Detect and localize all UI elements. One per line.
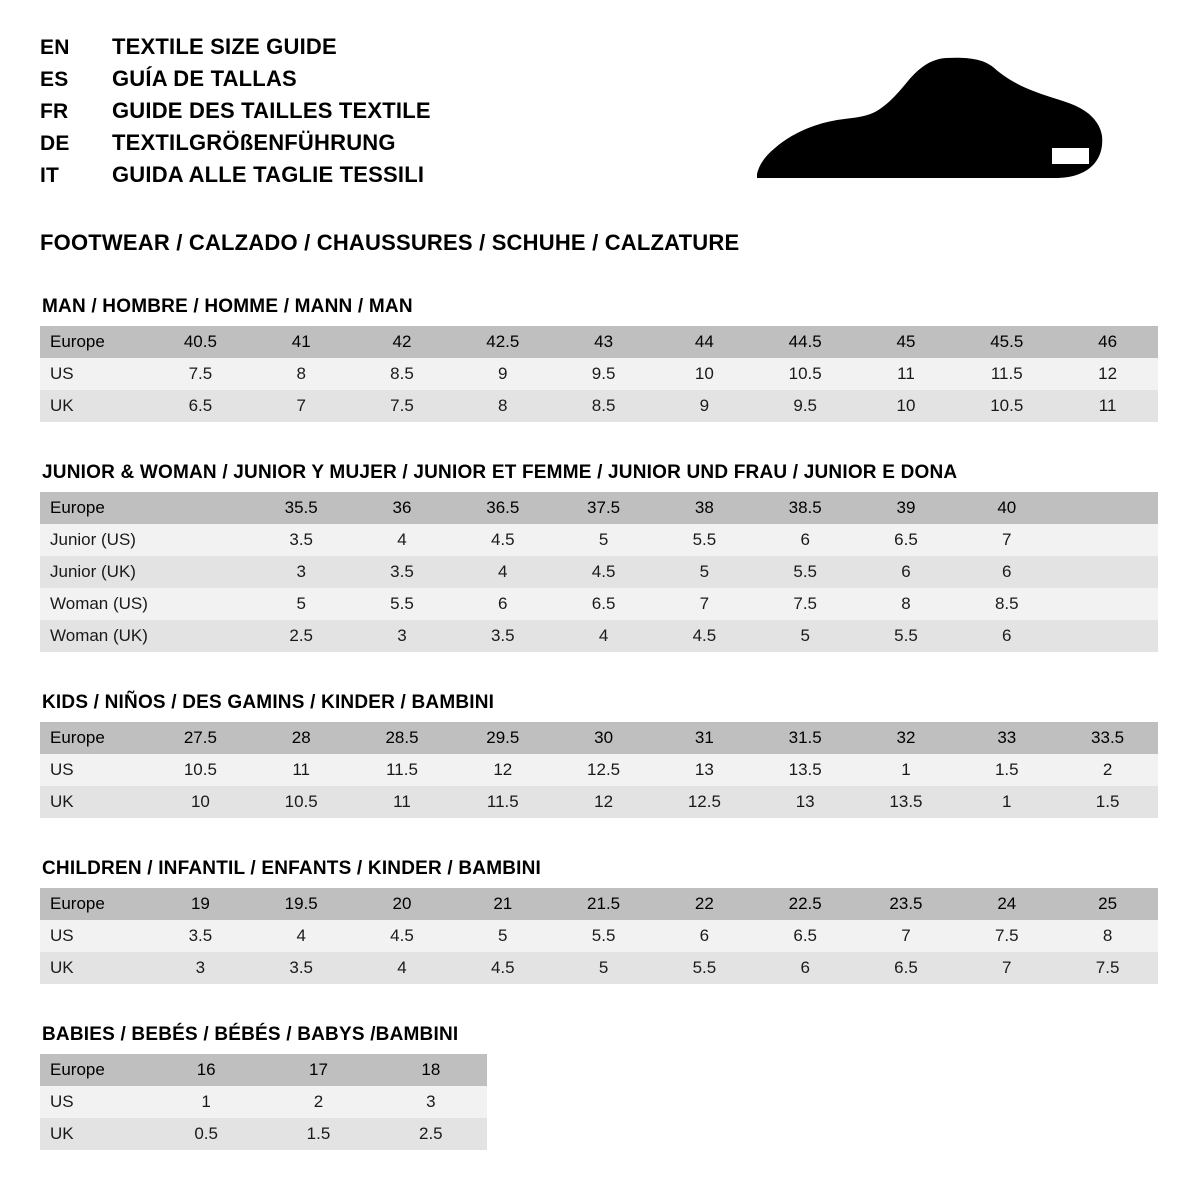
table-row [40,358,1158,390]
cell: 38 [654,492,755,524]
cell: 12 [553,786,654,818]
cell: 17 [262,1054,374,1086]
table-row [40,1118,487,1150]
cell: 32 [856,722,957,754]
cell: 31 [654,722,755,754]
cell: 42 [352,326,453,358]
cell: 7.5 [352,390,453,422]
cell: 4.5 [452,952,553,984]
cell: 4 [553,620,654,652]
cell: 6 [654,920,755,952]
cell: 28.5 [352,722,453,754]
size-table-children [40,888,1158,984]
cell: 2.5 [251,620,352,652]
language-code: FR [40,100,69,123]
cell [1057,556,1158,588]
language-row [40,98,431,130]
table-row [40,620,1158,652]
cell: 1 [956,786,1057,818]
cell: 5.5 [553,920,654,952]
cell: 44 [654,326,755,358]
cell: 6.5 [856,524,957,556]
cell: 44.5 [755,326,856,358]
table-row [40,888,1158,920]
cell: 4.5 [352,920,453,952]
cell [150,556,251,588]
cell: 3.5 [150,920,251,952]
row-label: UK [40,1118,150,1150]
language-title: TEXTILGRÖßENFÜHRUNG [112,130,396,155]
row-label: UK [40,390,150,422]
cell: 18 [375,1054,487,1086]
cell: 11 [251,754,352,786]
cell: 1 [856,754,957,786]
row-label: Europe [40,492,150,524]
cell: 5 [452,920,553,952]
row-label: Junior (UK) [40,556,150,588]
cell: 11.5 [956,358,1057,390]
cell: 28 [251,722,352,754]
cell: 38.5 [755,492,856,524]
cell: 37.5 [553,492,654,524]
footwear-section-title: FOOTWEAR / CALZADO / CHAUSSURES / SCHUHE / CALZATURE [40,230,740,255]
cell: 3.5 [251,952,352,984]
cell: 41 [251,326,352,358]
cell: 8 [452,390,553,422]
size-block-children [40,858,1160,984]
cell: 8 [856,588,957,620]
cell: 22 [654,888,755,920]
cell: 13 [654,754,755,786]
cell: 8.5 [956,588,1057,620]
cell: 3 [251,556,352,588]
cell: 10 [654,358,755,390]
cell: 5 [755,620,856,652]
cell: 12.5 [654,786,755,818]
cell: 24 [956,888,1057,920]
language-title: GUIDE DES TAILLES TEXTILE [112,98,431,123]
table-row [40,754,1158,786]
block-title: KIDS / NIÑOS / DES GAMINS / KINDER / BAMBINI [42,692,495,713]
language-code: ES [40,68,69,91]
cell: 4.5 [654,620,755,652]
cell: 5 [654,556,755,588]
cell: 7 [654,588,755,620]
cell: 7.5 [150,358,251,390]
table-row [40,722,1158,754]
language-title: TEXTILE SIZE GUIDE [112,34,337,59]
cell: 33.5 [1057,722,1158,754]
cell: 7 [251,390,352,422]
cell: 11 [352,786,453,818]
table-row [40,920,1158,952]
cell: 7 [956,524,1057,556]
cell: 4 [352,524,453,556]
cell: 36.5 [452,492,553,524]
cell: 6.5 [553,588,654,620]
cell: 40.5 [150,326,251,358]
cell: 6 [956,620,1057,652]
cell: 36 [352,492,453,524]
size-table-junior-woman [40,492,1158,652]
cell: 6.5 [150,390,251,422]
table-row [40,588,1158,620]
size-table-babies [40,1054,487,1150]
cell: 2 [1057,754,1158,786]
cell: 42.5 [452,326,553,358]
cell [1057,620,1158,652]
cell [1057,492,1158,524]
cell: 7.5 [956,920,1057,952]
row-label: US [40,358,150,390]
cell: 6.5 [755,920,856,952]
block-title: BABIES / BEBÉS / BÉBÉS / BABYS /BAMBINI [42,1024,459,1045]
cell: 7.5 [1057,952,1158,984]
row-label: US [40,920,150,952]
cell: 8.5 [352,358,453,390]
cell: 10.5 [251,786,352,818]
row-label: Woman (UK) [40,620,150,652]
cell: 4.5 [553,556,654,588]
cell: 12 [452,754,553,786]
cell: 1 [150,1086,262,1118]
cell: 31.5 [755,722,856,754]
cell: 6 [755,524,856,556]
cell: 3 [352,620,453,652]
language-row [40,130,431,162]
cell: 11 [1057,390,1158,422]
cell: 9.5 [553,358,654,390]
cell: 12.5 [553,754,654,786]
cell: 6 [755,952,856,984]
cell: 11.5 [352,754,453,786]
cell: 5.5 [856,620,957,652]
cell: 7 [856,920,957,952]
cell: 13.5 [755,754,856,786]
size-block-kids [40,692,1160,818]
cell: 13.5 [856,786,957,818]
row-label: Europe [40,722,150,754]
cell: 13 [755,786,856,818]
block-title: CHILDREN / INFANTIL / ENFANTS / KINDER / BAMBINI [42,858,542,879]
cell [1057,588,1158,620]
cell: 45.5 [956,326,1057,358]
cell: 2 [262,1086,374,1118]
cell: 8 [251,358,352,390]
cell: 25 [1057,888,1158,920]
language-title-list [40,34,431,194]
table-row [40,1086,487,1118]
block-title: MAN / HOMBRE / HOMME / MANN / MAN [42,296,413,317]
cell: 3.5 [251,524,352,556]
cell: 23.5 [856,888,957,920]
cell: 6.5 [856,952,957,984]
cell: 4 [251,920,352,952]
table-row [40,786,1158,818]
cell: 10.5 [150,754,251,786]
cell: 1.5 [262,1118,374,1150]
cell: 30 [553,722,654,754]
cell: 11.5 [452,786,553,818]
size-block-babies [40,1024,1160,1150]
language-title: GUIDA ALLE TAGLIE TESSILI [112,162,425,187]
language-row [40,162,431,194]
row-label: Europe [40,326,150,358]
language-title: GUÍA DE TALLAS [112,66,297,91]
row-label: Europe [40,1054,150,1086]
cell: 21 [452,888,553,920]
cell: 12 [1057,358,1158,390]
cell: 45 [856,326,957,358]
cell [150,524,251,556]
cell: 7.5 [755,588,856,620]
cell: 5.5 [352,588,453,620]
cell: 8 [1057,920,1158,952]
cell: 9 [452,358,553,390]
cell: 5 [553,952,654,984]
language-row [40,34,431,66]
cell: 2.5 [375,1118,487,1150]
cell: 4.5 [452,524,553,556]
cell [150,620,251,652]
cell [150,492,251,524]
cell: 5 [553,524,654,556]
language-code: IT [40,164,60,187]
cell: 20 [352,888,453,920]
cell: 39 [856,492,957,524]
size-block-man [40,296,1160,422]
cell: 19 [150,888,251,920]
language-code: DE [40,132,70,155]
cell: 4 [452,556,553,588]
row-label: Woman (US) [40,588,150,620]
cell: 10.5 [956,390,1057,422]
cell: 10.5 [755,358,856,390]
table-row [40,556,1158,588]
size-table-man [40,326,1158,422]
cell: 33 [956,722,1057,754]
row-label: UK [40,786,150,818]
cell: 27.5 [150,722,251,754]
cell: 6 [856,556,957,588]
cell: 11 [856,358,957,390]
table-row [40,1054,487,1086]
table-row [40,952,1158,984]
cell: 35.5 [251,492,352,524]
row-label: UK [40,952,150,984]
cell: 4 [352,952,453,984]
cell: 3.5 [452,620,553,652]
language-row [40,66,431,98]
cell: 43 [553,326,654,358]
cell: 5.5 [654,952,755,984]
cell: 21.5 [553,888,654,920]
cell: 3 [375,1086,487,1118]
table-row [40,492,1158,524]
table-row [40,524,1158,556]
table-row [40,390,1158,422]
language-code: EN [40,36,70,59]
cell: 8.5 [553,390,654,422]
dress-shoe-icon [755,52,1105,187]
cell: 19.5 [251,888,352,920]
cell: 0.5 [150,1118,262,1150]
row-label: Europe [40,888,150,920]
cell: 29.5 [452,722,553,754]
cell: 5.5 [654,524,755,556]
block-title: JUNIOR & WOMAN / JUNIOR Y MUJER / JUNIOR ET FEMME / JUNIOR UND FRAU / JUNIOR E DONA [42,462,958,483]
cell [1057,524,1158,556]
cell: 5 [251,588,352,620]
cell: 3 [150,952,251,984]
cell: 9 [654,390,755,422]
cell: 7 [956,952,1057,984]
cell: 6 [956,556,1057,588]
cell: 6 [452,588,553,620]
cell: 1.5 [956,754,1057,786]
cell: 22.5 [755,888,856,920]
table-row [40,326,1158,358]
cell: 16 [150,1054,262,1086]
row-label: US [40,754,150,786]
cell: 3.5 [352,556,453,588]
cell: 40 [956,492,1057,524]
row-label: Junior (US) [40,524,150,556]
size-table-kids [40,722,1158,818]
size-block-junior-woman [40,462,1160,652]
cell: 10 [150,786,251,818]
cell: 9.5 [755,390,856,422]
page-header [40,34,1160,194]
cell: 46 [1057,326,1158,358]
cell: 5.5 [755,556,856,588]
cell: 10 [856,390,957,422]
cell: 1.5 [1057,786,1158,818]
cell [150,588,251,620]
row-label: US [40,1086,150,1118]
